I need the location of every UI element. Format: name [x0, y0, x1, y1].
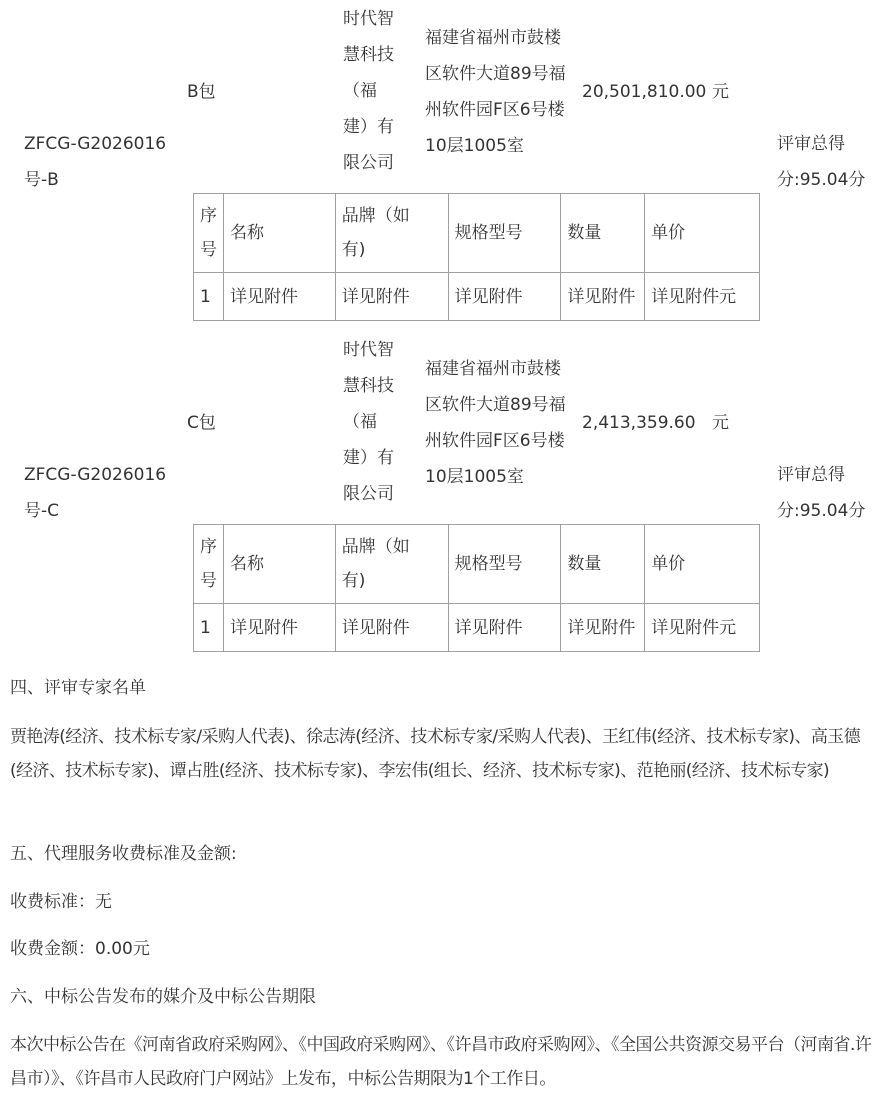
supplier-name: 时代智 慧科技 （福 建）有 限公司 — [343, 340, 394, 504]
header-brand: 品牌（如 有) — [335, 194, 448, 273]
project-number-line1: ZFCG-G2026016 — [24, 465, 167, 485]
table-row — [194, 604, 760, 652]
section-heading-experts: 四、评审专家名单 — [10, 678, 146, 698]
section-heading-media: 六、中标公告发布的媒介及中标公告期限 — [10, 987, 316, 1007]
cell-model: 详见附件 — [448, 273, 561, 321]
cell-name: 详见附件 — [223, 273, 335, 321]
score-line1: 评审总得 — [777, 465, 845, 485]
project-number-line1: ZFCG-G2026016 — [24, 134, 167, 154]
cell-brand: 详见附件 — [335, 273, 448, 321]
project-number-line2: 号-C — [24, 501, 60, 521]
cell-unit-price: 详见附件元 — [645, 604, 760, 652]
package-name: B包 — [187, 82, 216, 102]
header-unit-price: 单价 — [645, 525, 760, 604]
header-model: 规格型号 — [448, 194, 561, 273]
header-brand: 品牌（如 有) — [335, 525, 448, 604]
header-index: 序 号 — [194, 525, 224, 604]
cell-index: 1 — [194, 604, 224, 652]
score-line2: 分:95.04分 — [777, 170, 866, 190]
section-heading-fees: 五、代理服务收费标准及金额: — [10, 844, 237, 864]
cell-quantity: 详见附件 — [561, 273, 645, 321]
amount-unit: 元 — [712, 413, 729, 433]
item-table — [193, 193, 760, 321]
cell-brand: 详见附件 — [335, 604, 448, 652]
header-model: 规格型号 — [448, 525, 561, 604]
header-name: 名称 — [223, 525, 335, 604]
table-row — [194, 273, 760, 321]
cell-index: 1 — [194, 273, 224, 321]
table-header-row — [194, 525, 760, 604]
supplier-name: 时代智 慧科技 （福 建）有 限公司 — [343, 9, 394, 173]
amount-unit: 元 — [712, 82, 729, 102]
cell-name: 详见附件 — [223, 604, 335, 652]
cell-quantity: 详见附件 — [561, 604, 645, 652]
project-number-line2: 号-B — [24, 170, 59, 190]
bid-amount: 2,413,359.60 — [582, 413, 696, 433]
cell-model: 详见附件 — [448, 604, 561, 652]
fee-standard: 收费标准：无 — [10, 892, 112, 912]
item-table — [193, 524, 760, 652]
package-name: C包 — [187, 413, 216, 433]
header-name: 名称 — [223, 194, 335, 273]
score-line1: 评审总得 — [777, 134, 845, 154]
score-line2: 分:95.04分 — [777, 501, 866, 521]
table-header-row — [194, 194, 760, 273]
cell-unit-price: 详见附件元 — [645, 273, 760, 321]
header-quantity: 数量 — [561, 525, 645, 604]
media-description: 本次中标公告在《河南省政府采购网》、《中国政府采购网》、《许昌市政府采购网》、《全国公共资源交易平台（河南省.许昌市）》、《许昌市人民政府门户网站》上发布，中标公告期限为1个工作日。 — [10, 1035, 872, 1089]
header-unit-price: 单价 — [645, 194, 760, 273]
header-index: 序 号 — [194, 194, 224, 273]
supplier-address: 福建省福州市鼓楼 区软件大道89号福 州软件园F区6号楼 10层1005室 — [425, 359, 566, 487]
header-quantity: 数量 — [561, 194, 645, 273]
experts-list: 贾艳涛(经济、技术标专家/采购人代表)、徐志涛(经济、技术标专家/采购人代表)、王红伟(经济、技术标专家)、高玉德(经济、技术标专家)、谭占胜(经济、技术标专家)、李宏伟(组长、经济、技术标专家)、范艳丽(经济、技术标专家) — [10, 727, 861, 781]
fee-amount: 收费金额：0.00元 — [10, 939, 150, 959]
bid-amount: 20,501,810.00 — [582, 82, 707, 102]
supplier-address: 福建省福州市鼓楼 区软件大道89号福 州软件园F区6号楼 10层1005室 — [425, 28, 566, 156]
